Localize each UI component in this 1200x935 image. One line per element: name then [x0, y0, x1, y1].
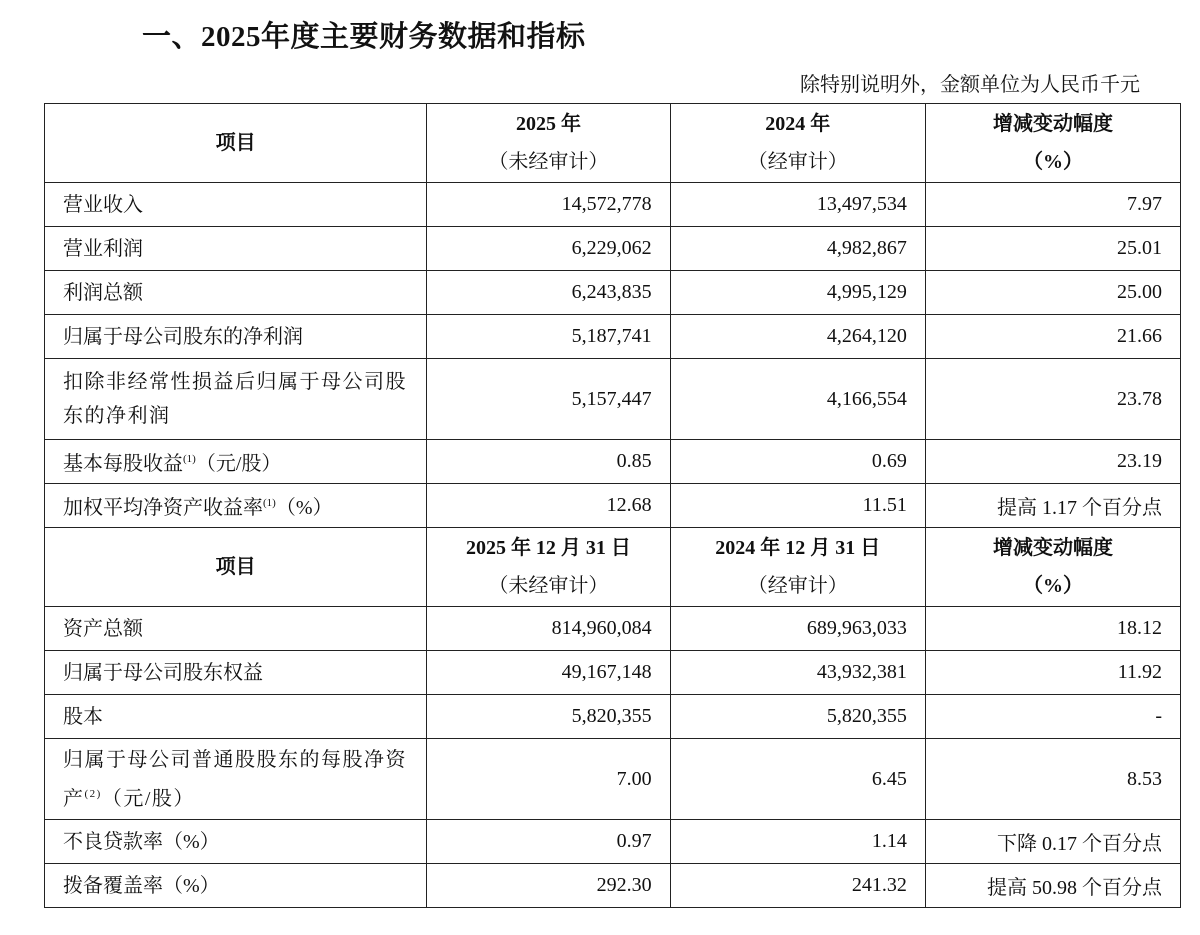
header-item: [45, 528, 427, 607]
row-label-cell: [45, 440, 427, 484]
value-change: 25.01: [925, 227, 1180, 271]
row-label-cell: [45, 695, 427, 739]
header-change: [925, 528, 1180, 607]
row-unit: （%）: [275, 497, 333, 519]
row-label: 归属于母公司普通股股东的每股净资产: [63, 748, 407, 810]
table-row: [45, 820, 1181, 864]
value-prior: 689,963,033: [670, 607, 925, 651]
value-change: -: [925, 695, 1180, 739]
value-current: 5,187,741: [427, 315, 670, 359]
table-row: [45, 271, 1181, 315]
row-label-cell: [45, 651, 427, 695]
table-row: [45, 695, 1181, 739]
table-row: [45, 359, 1181, 440]
row-label-cell: [45, 271, 427, 315]
section-title: 一、2025年度主要财务数据和指标: [142, 21, 586, 53]
value-current: 0.85: [427, 440, 670, 484]
row-label: 股本: [63, 705, 103, 728]
header-current-audit: （未经审计）: [488, 575, 609, 597]
table-row: [45, 607, 1181, 651]
value-prior: 5,820,355: [670, 695, 925, 739]
value-prior: 4,995,129: [670, 271, 925, 315]
row-label-cell: [45, 359, 427, 440]
table-row: [45, 864, 1181, 908]
row-label-cell: [45, 315, 427, 359]
header-item: [45, 104, 427, 183]
value-prior: 4,264,120: [670, 315, 925, 359]
header-current-date: 2025 年 12 月 31 日: [465, 537, 631, 559]
value-prior: 13,497,534: [670, 183, 925, 227]
row-unit: （元/股）: [195, 453, 282, 475]
value-change: 23.19: [925, 440, 1180, 484]
header-change-label: 增减变动幅度: [992, 113, 1113, 135]
value-current: 49,167,148: [427, 651, 670, 695]
row-label: 基本每股收益: [63, 453, 183, 475]
row-unit: （元/股）: [101, 787, 195, 810]
value-change: 7.97: [925, 183, 1180, 227]
row-label-cell: [45, 739, 427, 820]
row-label-cell: [45, 484, 427, 528]
value-prior: 0.69: [670, 440, 925, 484]
value-current: 14,572,778: [427, 183, 670, 227]
header-prior-date: 2024 年 12 月 31 日: [715, 537, 881, 559]
header-prior-date: 2024 年: [765, 113, 831, 135]
row-label-cell: [45, 227, 427, 271]
row-label-cell: [45, 607, 427, 651]
value-current: 12.68: [427, 484, 670, 528]
header-prior-audit: （经审计）: [747, 575, 848, 597]
row-label: 资产总额: [63, 617, 143, 640]
row-label: 营业收入: [63, 193, 143, 216]
table-row: [45, 651, 1181, 695]
footnote-ref: (1): [263, 497, 276, 509]
value-prior: 43,932,381: [670, 651, 925, 695]
header-item-label: 项目: [215, 556, 256, 578]
value-prior: 241.32: [670, 864, 925, 908]
value-change: 下降 0.17 个百分点: [925, 820, 1180, 864]
value-current: 7.00: [427, 739, 670, 820]
header-change-unit: （%）: [1022, 575, 1083, 597]
value-prior: 4,166,554: [670, 359, 925, 440]
row-label-cell: [45, 864, 427, 908]
value-current: 814,960,084: [427, 607, 670, 651]
value-current: 5,820,355: [427, 695, 670, 739]
header-prior: [670, 104, 925, 183]
row-label: 利润总额: [63, 281, 143, 304]
header-current: [427, 104, 670, 183]
value-change: 21.66: [925, 315, 1180, 359]
header-prior: [670, 528, 925, 607]
value-change: 提高 50.98 个百分点: [925, 864, 1180, 908]
row-label-cell: [45, 820, 427, 864]
table-row: [45, 315, 1181, 359]
unit-note: 除特别说明外，金额单位为人民币千元: [800, 74, 1140, 96]
table-row: [45, 739, 1181, 820]
row-label: 营业利润: [63, 237, 143, 260]
value-change: 提高 1.17 个百分点: [925, 484, 1180, 528]
header-current: [427, 528, 670, 607]
value-current: 292.30: [427, 864, 670, 908]
value-prior: 4,982,867: [670, 227, 925, 271]
row-label: 拨备覆盖率（%）: [63, 874, 220, 897]
table-header-row: [45, 528, 1181, 607]
value-change: 23.78: [925, 359, 1180, 440]
value-prior: 11.51: [670, 484, 925, 528]
table-row: [45, 440, 1181, 484]
header-prior-audit: （经审计）: [747, 151, 848, 173]
row-label: 归属于母公司股东的净利润: [63, 325, 303, 348]
value-prior: 1.14: [670, 820, 925, 864]
table-row: [45, 183, 1181, 227]
header-current-audit: （未经审计）: [488, 151, 609, 173]
footnote-ref: (1): [183, 453, 196, 465]
value-current: 6,229,062: [427, 227, 670, 271]
row-label: 扣除非经常性损益后归属于母公司股东的净利润: [63, 371, 407, 427]
header-change-unit: （%）: [1022, 151, 1083, 173]
row-label-cell: [45, 183, 427, 227]
value-prior: 6.45: [670, 739, 925, 820]
header-item-label: 项目: [215, 132, 256, 154]
table-row: [45, 227, 1181, 271]
value-current: 0.97: [427, 820, 670, 864]
value-change: 18.12: [925, 607, 1180, 651]
row-label: 不良贷款率（%）: [63, 830, 220, 853]
row-label: 加权平均净资产收益率: [63, 497, 263, 519]
table-header-row: [45, 104, 1181, 183]
value-change: 25.00: [925, 271, 1180, 315]
footnote-ref: (2): [84, 787, 102, 800]
financial-data-table: [44, 103, 1181, 908]
header-change: [925, 104, 1180, 183]
value-current: 5,157,447: [427, 359, 670, 440]
row-label: 归属于母公司股东权益: [63, 661, 263, 684]
header-change-label: 增减变动幅度: [992, 537, 1113, 559]
value-change: 11.92: [925, 651, 1180, 695]
table-row: [45, 484, 1181, 528]
value-current: 6,243,835: [427, 271, 670, 315]
value-change: 8.53: [925, 739, 1180, 820]
header-current-date: 2025 年: [515, 113, 581, 135]
